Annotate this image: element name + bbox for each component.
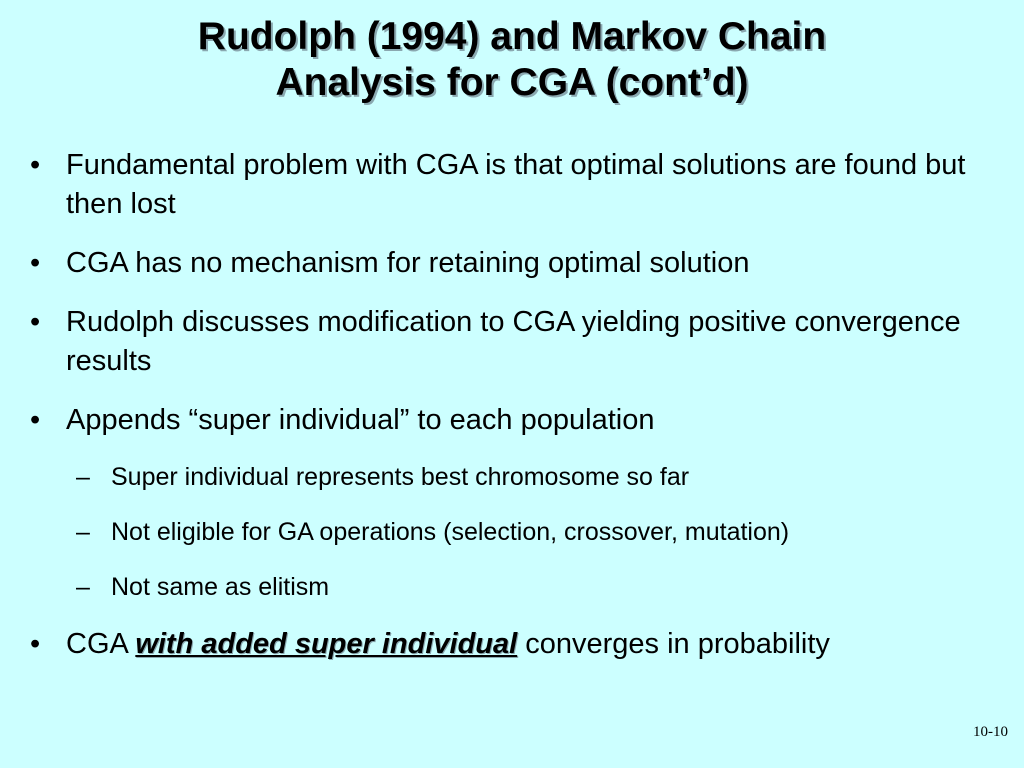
title-line-1: Rudolph (1994) and Markov Chain: [197, 15, 827, 58]
bullet-text: CGA has no mechanism for retaining optimal solution: [66, 247, 750, 279]
sub-bullet-text: Super individual represents best chromosome so far: [111, 463, 690, 491]
bullet-item: [28, 146, 1003, 224]
slide-title: [0, 14, 1024, 106]
bullet-text: Appends “super individual” to each population: [66, 404, 655, 436]
bullet-item: [28, 244, 1003, 283]
bullet-text: Rudolph discusses modification to CGA yielding positive convergence results: [66, 306, 961, 377]
sub-bullet-marker: –: [76, 518, 90, 546]
bullet-marker: •: [30, 404, 41, 436]
bullet-item: [28, 401, 1003, 440]
slide-body: [28, 146, 1003, 684]
sub-bullet-text: Not same as elitism: [111, 573, 330, 601]
sub-bullet-marker: –: [76, 463, 90, 491]
bullet-text-emphasis: with added super individual: [135, 628, 518, 660]
bullet-marker: •: [30, 149, 41, 181]
sub-bullet-item: [28, 570, 1003, 604]
sub-bullet-text: Not eligible for GA operations (selection, crossover, mutation): [111, 518, 790, 546]
bullet-text: Fundamental problem with CGA is that optimal solutions are found but then lost: [66, 149, 966, 220]
sub-bullet-item: [28, 460, 1003, 494]
bullet-text-suffix: converges in probability: [517, 628, 830, 660]
bullet-text-prefix: CGA: [66, 628, 136, 660]
bullet-marker: •: [30, 247, 41, 279]
sub-bullet-item: [28, 515, 1003, 549]
bullet-item: [28, 625, 1003, 664]
bullet-item: [28, 303, 1003, 381]
bullet-marker: •: [30, 628, 41, 660]
sub-bullet-marker: –: [76, 573, 90, 601]
bullet-marker: •: [30, 306, 41, 338]
title-line-2: Analysis for CGA (cont’d): [275, 61, 749, 104]
page-number: 10-10: [973, 724, 1008, 740]
